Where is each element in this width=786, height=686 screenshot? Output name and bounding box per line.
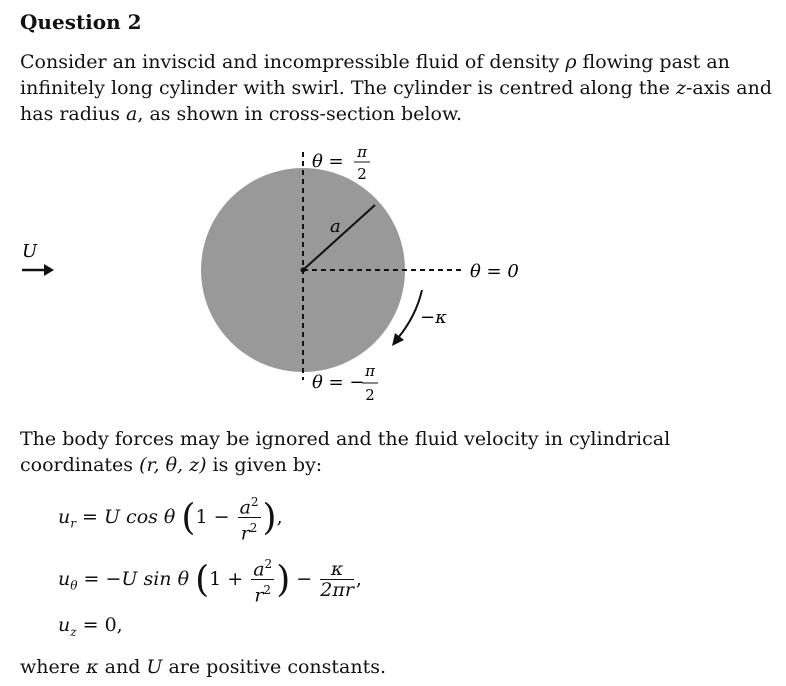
intro-paragraph: Consider an inviscid and incompressible fluid of density ρ flowing past an infinitely long cylinder with swirl. The cylinder is centred along the z-axis and has radius a, as shown in cross-section below. (20, 51, 773, 125)
flow-label: U (22, 241, 38, 262)
equation-utheta: $u_\theta = -U$ sin θ (1 + $\frac{a^2}{r^2}$ ) − $\frac{\kappa}{2\pi r}$ , (58, 554, 362, 606)
swirl-arrowhead-icon (392, 333, 404, 346)
flow-arrowhead-icon (44, 264, 54, 276)
bottom-frac-num: π (365, 362, 375, 380)
velocity-paragraph: The body forces may be ignored and the fluid velocity in cylindrical coordinates (r, θ, z) is given by: (20, 428, 671, 476)
question-title: Question 2 (20, 10, 142, 34)
cylinder-centre (301, 268, 306, 273)
equation-uz: $u_z = 0$, (58, 614, 123, 639)
equation-ur: $u_r = U$ cos θ (1 − $\frac{a^2}{r^2}$ ), (58, 492, 283, 544)
radius-label: a (330, 216, 341, 237)
bottom-theta-label: θ = − (312, 372, 365, 393)
top-frac-num: π (357, 143, 367, 161)
cylinder-figure (0, 140, 786, 410)
kappa-label: −κ (420, 307, 447, 328)
swirl-arrow-icon (398, 290, 422, 338)
bottom-frac-den: 2 (365, 386, 375, 404)
top-frac-den: 2 (357, 165, 367, 183)
top-theta-label: θ = (312, 151, 344, 172)
theta-zero-label: θ = 0 (470, 261, 519, 282)
footer-paragraph: where κ and U are positive constants. (20, 656, 387, 678)
